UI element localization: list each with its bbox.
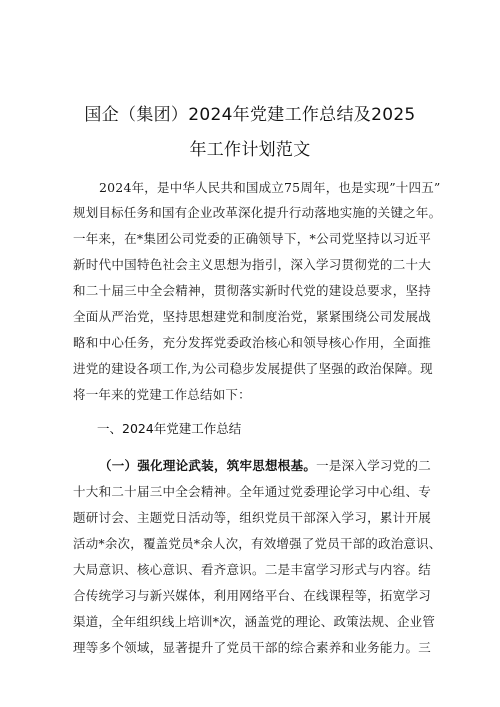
subsection-line: 理等多个领域，显著提升了党员干部的综合素养和业务能力。三 <box>73 640 431 655</box>
subsection-line: 十大和二十届三中全会精神。全年通过党委理论学习中心组、专 <box>73 484 431 499</box>
subsection-lead: （一）强化理论武装，筑牢思想根基。 <box>99 458 317 473</box>
subsection-line: 合传统学习与新兴媒体，利用网络平台、在线课程等，拓宽学习 <box>73 588 431 603</box>
intro-line: 一年来，在*集团公司党委的正确领导下，*公司党坚持以习近平 <box>73 231 431 246</box>
subsection-first-rest: 一是深入学习党的二 <box>316 458 431 473</box>
subsection-line: 渠道，全年组织线上培训*次，涵盖党的理论、政策法规、企业管 <box>73 614 436 629</box>
intro-line: 2024年，是中华人民共和国成立75周年，也是实现”十四五” <box>99 180 441 195</box>
intro-line: 和二十届三中全会精神，贯彻落实新时代党的建设总要求，坚持 <box>73 283 431 298</box>
subsection-line: 大局意识、核心意识、看齐意识。二是丰富学习形式与内容。结 <box>73 562 431 577</box>
section-heading: 一、2024年党建工作总结 <box>97 421 242 436</box>
intro-line: 规划目标任务和国有企业改革深化提升行动落地实施的关键之年。 <box>73 205 442 220</box>
intro-line: 进党的建设各项工作,为公司稳步发展提供了坚强的政治保障。现 <box>73 361 433 376</box>
subsection-first-line <box>73 456 431 476</box>
intro-line: 全面从严治党，坚持思想建党和制度治党，紧紧围绕公司发展战 <box>73 309 431 324</box>
intro-line: 新时代中国特色社会主义思想为指引，深入学习贯彻党的二十大 <box>73 257 431 272</box>
subsection-line: 题研讨会、主题党日活动等，组织党员干部深入学习，累计开展 <box>73 510 431 525</box>
document-title-line-2: 年工作计划范文 <box>189 140 311 160</box>
intro-line: 略和中心任务，充分发挥党委政治核心和领导核心作用，全面推 <box>73 335 431 350</box>
intro-line: 将一年来的党建工作总结如下： <box>73 387 251 402</box>
subsection-line: 活动*余次，覆盖党员*余人次，有效增强了党员干部的政治意识、 <box>73 536 442 551</box>
document-title-line-1: 国企（集团）2024年党建工作总结及2025 <box>84 105 416 125</box>
